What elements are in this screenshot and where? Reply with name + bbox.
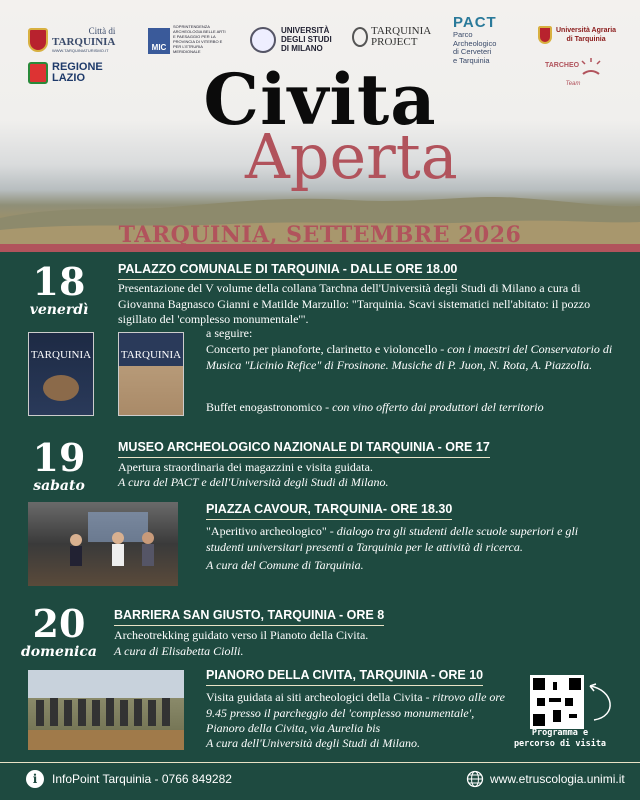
civita-group-figures: [28, 670, 184, 750]
subtitle-date: TARQUINIA, SETTEMBRE 2026: [118, 222, 522, 248]
footer-info: [26, 770, 232, 788]
seguire-label: a seguire:: [206, 326, 253, 340]
day19-desc1: Apertura straordinaria dei magazzini e visita guidata.: [118, 460, 373, 474]
agraria-line2: di Tarquinia: [566, 36, 606, 43]
pact-line3: di Cerveteri: [453, 47, 492, 56]
venue-museo: MUSEO ARCHEOLOGICO NAZIONALE DI TARQUINIA - ORE 17: [118, 440, 490, 458]
day-18: [18, 259, 100, 318]
venue-barriera-san-giusto: BARRIERA SAN GIUSTO, TARQUINIA - ORE 8: [114, 608, 384, 626]
buffet-italic: con vino offerto dai produttori del territorio: [332, 400, 544, 414]
pact-line1: Parco: [453, 30, 473, 39]
aperitivo-italic: dialogo tra gli studenti delle scuole superiori e gli studenti universitari presenti a Tarquinia per le attività di ricerca.: [206, 524, 579, 554]
civita-visit-cura-italic: A cura dell'Università degli Studi di Milano.: [206, 736, 420, 750]
day20-desc1-italic: A cura di Elisabetta Ciolli.: [114, 644, 244, 658]
pact-mark: PACT: [453, 14, 497, 31]
pact-line2: Archeologico: [453, 38, 497, 48]
civita-visit-cura: [206, 736, 516, 752]
day19-desc1-italic: A cura del PACT e dell'Università degli Studi di Milano.: [118, 475, 389, 489]
day-19: [18, 435, 100, 494]
book1-vase-image: [43, 375, 79, 401]
book-cover-2: [118, 332, 184, 416]
aperitivo-plain: "Aperitivo archeologico" -: [206, 524, 337, 538]
tarquinia-project-logo: [352, 26, 431, 48]
aperitivo-cura: [206, 558, 616, 574]
tarcheo-sub: Team: [565, 81, 581, 87]
comune-small: WWW.TARQUINIATURISMO.IT: [52, 48, 109, 53]
agraria-logo: [538, 26, 616, 44]
comune-logo: [28, 26, 115, 53]
unimi-logo: [250, 26, 332, 53]
qr-label: [500, 728, 620, 750]
qr-code[interactable]: [530, 675, 584, 729]
globe-icon: [466, 770, 484, 788]
civita-visit-italic: ritrovo alle ore 9.45 presso il parcheggio del 'complesso monumentale', Pianoro della Civita, via Aurelia bis: [206, 690, 505, 735]
title-civita: Civita: [203, 58, 437, 141]
aperitivo-cura-italic: A cura del Comune di Tarquinia.: [206, 558, 364, 572]
title-aperta: Aperta: [245, 120, 458, 193]
regione-line2: LAZIO: [52, 72, 85, 84]
qr-label-line2: percorso di visita: [513, 739, 607, 749]
civita-group-photo: [28, 670, 184, 750]
mic-mark: MIC: [148, 28, 170, 54]
civita-visit-plain: Visita guidata ai siti archeologici della Civita -: [206, 690, 433, 704]
day-number: 18: [32, 259, 86, 304]
agraria-line1: Università Agraria: [556, 27, 617, 34]
mic-logo: [148, 26, 230, 54]
book-cover-1: [28, 332, 94, 416]
unimi-line2: DEGLI STUDI: [281, 35, 332, 44]
buffet-text: [206, 400, 616, 416]
buffet-plain: Buffet enogastronomico -: [206, 400, 333, 414]
pact-line4: e Tarquinia: [453, 55, 490, 65]
tp-line1: TARQUINIA: [371, 25, 432, 37]
curved-arrow-icon: [586, 682, 620, 726]
aperitivo-photo: [28, 502, 178, 586]
unimi-line3: DI MILANO: [281, 44, 323, 53]
venue-pianoro-civita: PIANORO DELLA CIVITA, TARQUINIA - ORE 10: [206, 668, 483, 686]
info-icon: i: [26, 770, 44, 788]
day-name: venerdì: [29, 302, 89, 318]
infopoint-text: InfoPoint Tarquinia - 0766 849282: [52, 772, 232, 786]
aperitivo-photo-figures: [28, 502, 178, 586]
concert-text: [206, 342, 616, 373]
day-number: 20: [32, 601, 86, 646]
website-link[interactable]: www.etruscologia.unimi.it: [490, 772, 625, 786]
day18-description: Presentazione del V volume della collana Tarchna dell'Università degli Studi di Milano a cura di Giovanna Bagnasco Gianni e Matilde Marzullo: "Tarquinia. Scavi sistematici nell'abitato: il pozzo sigillato del 'complesso monumentale'".: [118, 281, 591, 326]
concert-plain: Concerto per pianoforte, clarinetto e violoncello -: [206, 342, 448, 356]
comune-crest-icon: [28, 28, 48, 52]
day19-desc1-cura: [118, 475, 618, 491]
venue-palazzo-comunale: PALAZZO COMUNALE DI TARQUINIA - DALLE ORE 18.00: [118, 262, 457, 280]
venue-piazza-cavour: PIAZZA CAVOUR, TARQUINIA- ORE 18.30: [206, 502, 452, 520]
aperitivo-text: [206, 524, 616, 555]
day20-desc1-cura: [114, 644, 614, 660]
unimi-line1: UNIVERSITÀ: [281, 26, 330, 35]
regione-line1: REGIONE: [52, 61, 103, 73]
book1-title: TARQUINIA: [30, 349, 92, 361]
agraria-crest-icon: [538, 26, 552, 44]
day-number: 19: [32, 435, 86, 480]
day20-desc1: Archeotrekking guidato verso il Pianoto della Civita.: [114, 628, 369, 642]
qr-label-line1: Programma e: [531, 728, 589, 738]
concert-italic: con i maestri del Conservatorio di Musica "Licinio Refice" di Frosinone. Musiche di P. Juon, N. Rota, A. Piazzolla.: [206, 342, 613, 372]
tp-line2: PROJECT: [371, 36, 418, 48]
comune-line2: TARQUINIA: [52, 36, 116, 48]
comune-line1: Città di: [88, 26, 116, 36]
soprintendenza-text: SOPRINTENDENZA ARCHEOLOGIA BELLE ARTI E PAESAGGIO PER LA PROVINCIA DI VITERBO E PER L'ETRURIA MERIDIONALE: [173, 24, 226, 54]
day-name: domenica: [21, 644, 97, 660]
civita-visit-text: [206, 690, 516, 737]
tarcheo-name: TARCHEO: [545, 62, 580, 69]
day-20: [18, 601, 100, 660]
unimi-seal-icon: [250, 27, 276, 53]
tarquinia-project-icon: [352, 27, 368, 47]
footer-web[interactable]: [466, 770, 625, 788]
book2-title: TARQUINIA: [120, 349, 182, 361]
day-name: sabato: [33, 478, 85, 494]
qr-code-icon: [533, 678, 581, 726]
